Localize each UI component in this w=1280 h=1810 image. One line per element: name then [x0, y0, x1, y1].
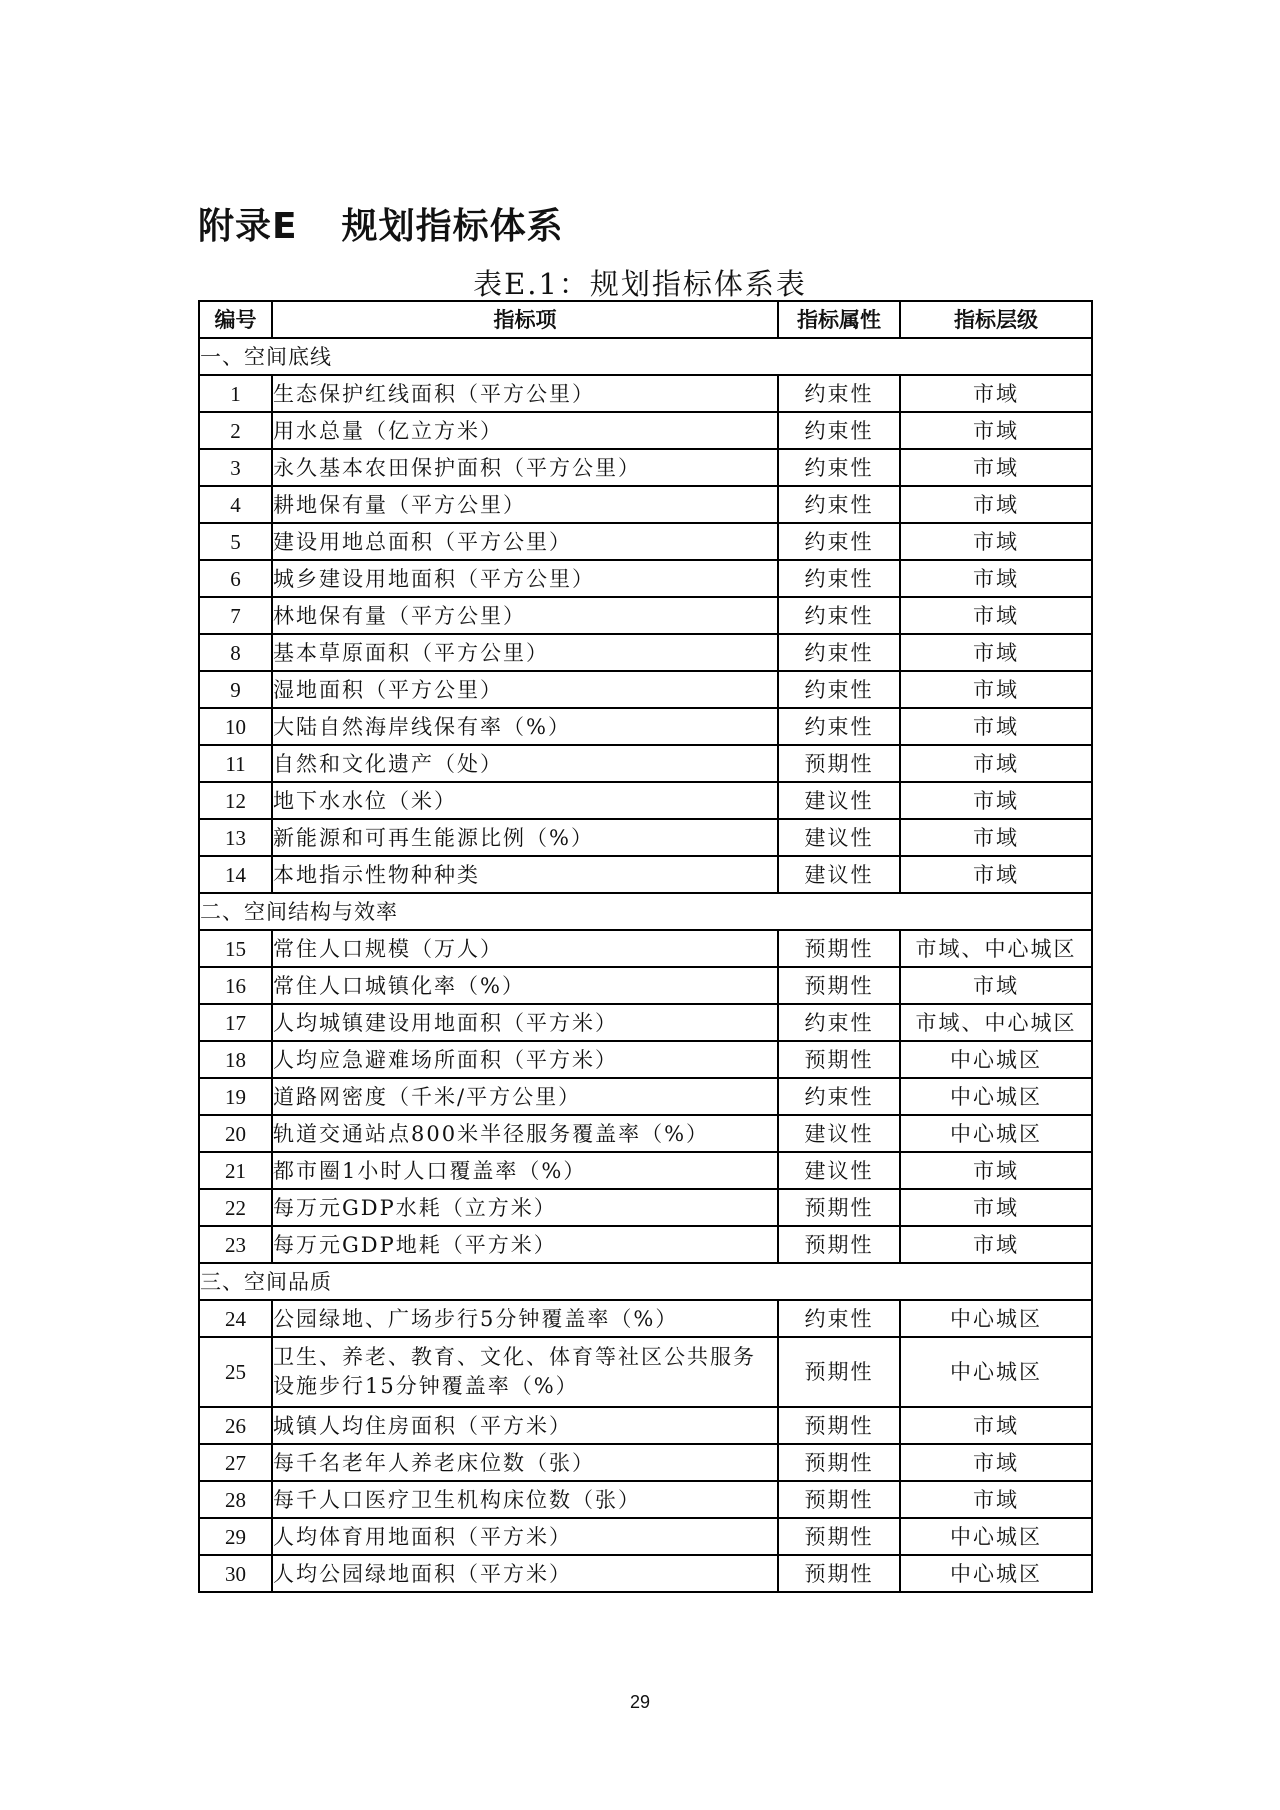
- indicator-name: 永久基本农田保护面积（平方公里）: [272, 449, 778, 486]
- table-row: [199, 1555, 1092, 1592]
- indicator-number: 1: [199, 375, 272, 412]
- indicator-name: 本地指示性物种种类: [272, 856, 778, 893]
- indicator-number: 13: [199, 819, 272, 856]
- indicator-attribute: 预期性: [778, 1444, 900, 1481]
- indicator-name: 轨道交通站点800米半径服务覆盖率（%）: [272, 1115, 778, 1152]
- indicator-attribute: 建议性: [778, 856, 900, 893]
- indicator-number: 21: [199, 1152, 272, 1189]
- indicator-number: 9: [199, 671, 272, 708]
- indicator-name: 新能源和可再生能源比例（%）: [272, 819, 778, 856]
- indicator-number: 27: [199, 1444, 272, 1481]
- indicator-name: 都市圈1小时人口覆盖率（%）: [272, 1152, 778, 1189]
- col-header-attribute: 指标属性: [778, 301, 900, 338]
- indicator-name: 人均体育用地面积（平方米）: [272, 1518, 778, 1555]
- indicator-name: 地下水水位（米）: [272, 782, 778, 819]
- table-header-row: [199, 301, 1092, 338]
- indicator-attribute: 约束性: [778, 486, 900, 523]
- indicator-number: 3: [199, 449, 272, 486]
- indicator-name: 人均城镇建设用地面积（平方米）: [272, 1004, 778, 1041]
- table-row: [199, 412, 1092, 449]
- table-row: [199, 1407, 1092, 1444]
- indicator-level: 市域: [900, 597, 1092, 634]
- indicator-number: 10: [199, 708, 272, 745]
- indicator-number: 26: [199, 1407, 272, 1444]
- indicator-number: 22: [199, 1189, 272, 1226]
- indicator-level: 中心城区: [900, 1041, 1092, 1078]
- indicator-name: 建设用地总面积（平方公里）: [272, 523, 778, 560]
- indicator-level: 市域: [900, 708, 1092, 745]
- indicator-number: 25: [199, 1337, 272, 1407]
- indicator-name: 湿地面积（平方公里）: [272, 671, 778, 708]
- table-row: [199, 449, 1092, 486]
- section-row: [199, 893, 1092, 930]
- table-row: [199, 1004, 1092, 1041]
- indicator-level: 市域、中心城区: [900, 930, 1092, 967]
- indicator-level: 市域: [900, 745, 1092, 782]
- indicator-name: 自然和文化遗产（处）: [272, 745, 778, 782]
- indicator-level: 市域: [900, 523, 1092, 560]
- indicator-name: 耕地保有量（平方公里）: [272, 486, 778, 523]
- indicator-attribute: 建议性: [778, 1152, 900, 1189]
- indicator-attribute: 预期性: [778, 1555, 900, 1592]
- section-title: 二、空间结构与效率: [199, 893, 1092, 930]
- indicator-name: 道路网密度（千米/平方公里）: [272, 1078, 778, 1115]
- indicator-table: [198, 300, 1093, 1593]
- indicator-attribute: 约束性: [778, 1078, 900, 1115]
- section-title: 一、空间底线: [199, 338, 1092, 375]
- indicator-attribute: 预期性: [778, 1337, 900, 1407]
- indicator-level: 中心城区: [900, 1518, 1092, 1555]
- table-row: [199, 1337, 1092, 1407]
- indicator-level: 中心城区: [900, 1078, 1092, 1115]
- indicator-number: 11: [199, 745, 272, 782]
- col-header-indicator: 指标项: [272, 301, 778, 338]
- table-row: [199, 1189, 1092, 1226]
- indicator-attribute: 约束性: [778, 375, 900, 412]
- indicator-name: 用水总量（亿立方米）: [272, 412, 778, 449]
- indicator-level: 市域、中心城区: [900, 1004, 1092, 1041]
- indicator-attribute: 预期性: [778, 1518, 900, 1555]
- indicator-level: 市域: [900, 634, 1092, 671]
- indicator-number: 6: [199, 560, 272, 597]
- indicator-name: 基本草原面积（平方公里）: [272, 634, 778, 671]
- col-header-number: 编号: [199, 301, 272, 338]
- indicator-attribute: 预期性: [778, 930, 900, 967]
- table-row: [199, 1041, 1092, 1078]
- indicator-attribute: 约束性: [778, 634, 900, 671]
- indicator-level: 市域: [900, 486, 1092, 523]
- indicator-name: 常住人口规模（万人）: [272, 930, 778, 967]
- table-row: [199, 671, 1092, 708]
- table-row: [199, 745, 1092, 782]
- indicator-name: 每千名老年人养老床位数（张）: [272, 1444, 778, 1481]
- table-caption: 表E.1：规划指标体系表: [473, 267, 807, 301]
- indicator-number: 16: [199, 967, 272, 1004]
- indicator-number: 12: [199, 782, 272, 819]
- table-row: [199, 1115, 1092, 1152]
- appendix-label: 附录E: [198, 206, 298, 247]
- table-row: [199, 930, 1092, 967]
- indicator-level: 中心城区: [900, 1115, 1092, 1152]
- indicator-number: 23: [199, 1226, 272, 1263]
- indicator-name: 人均公园绿地面积（平方米）: [272, 1555, 778, 1592]
- indicator-level: 市域: [900, 782, 1092, 819]
- indicator-attribute: 预期性: [778, 1481, 900, 1518]
- indicator-name: 林地保有量（平方公里）: [272, 597, 778, 634]
- indicator-number: 15: [199, 930, 272, 967]
- section-row: [199, 1263, 1092, 1300]
- indicator-level: 中心城区: [900, 1337, 1092, 1407]
- indicator-name: 每千人口医疗卫生机构床位数（张）: [272, 1481, 778, 1518]
- indicator-attribute: 约束性: [778, 1004, 900, 1041]
- table-body: [199, 338, 1092, 1592]
- indicator-name: 卫生、养老、教育、文化、体育等社区公共服务设施步行15分钟覆盖率（%）: [272, 1337, 778, 1407]
- indicator-attribute: 建议性: [778, 1115, 900, 1152]
- table-row: [199, 1078, 1092, 1115]
- indicator-level: 市域: [900, 819, 1092, 856]
- table-row: [199, 782, 1092, 819]
- page-number: 29: [629, 1692, 651, 1712]
- indicator-number: 17: [199, 1004, 272, 1041]
- indicator-level: 市域: [900, 671, 1092, 708]
- indicator-attribute: 预期性: [778, 1041, 900, 1078]
- table-row: [199, 1152, 1092, 1189]
- indicator-level: 中心城区: [900, 1300, 1092, 1337]
- table-row: [199, 1518, 1092, 1555]
- table-row: [199, 1444, 1092, 1481]
- table-row: [199, 523, 1092, 560]
- indicator-name: 大陆自然海岸线保有率（%）: [272, 708, 778, 745]
- table-row: [199, 967, 1092, 1004]
- indicator-number: 5: [199, 523, 272, 560]
- indicator-attribute: 建议性: [778, 819, 900, 856]
- indicator-level: 中心城区: [900, 1555, 1092, 1592]
- indicator-attribute: 预期性: [778, 1407, 900, 1444]
- indicator-number: 30: [199, 1555, 272, 1592]
- indicator-level: 市域: [900, 449, 1092, 486]
- table-row: [199, 856, 1092, 893]
- indicator-number: 18: [199, 1041, 272, 1078]
- indicator-attribute: 预期性: [778, 967, 900, 1004]
- indicator-level: 市域: [900, 1481, 1092, 1518]
- indicator-attribute: 约束性: [778, 449, 900, 486]
- page-heading: [198, 198, 564, 249]
- indicator-level: 市域: [900, 1407, 1092, 1444]
- indicator-attribute: 约束性: [778, 523, 900, 560]
- indicator-attribute: 约束性: [778, 1300, 900, 1337]
- indicator-attribute: 约束性: [778, 597, 900, 634]
- indicator-level: 市域: [900, 967, 1092, 1004]
- indicator-attribute: 约束性: [778, 412, 900, 449]
- table-row: [199, 597, 1092, 634]
- indicator-level: 市域: [900, 1444, 1092, 1481]
- indicator-name: 每万元GDP水耗（立方米）: [272, 1189, 778, 1226]
- table-row: [199, 1226, 1092, 1263]
- indicator-level: 市域: [900, 560, 1092, 597]
- indicator-attribute: 预期性: [778, 745, 900, 782]
- col-header-level: 指标层级: [900, 301, 1092, 338]
- indicator-number: 2: [199, 412, 272, 449]
- indicator-number: 28: [199, 1481, 272, 1518]
- indicator-name: 生态保护红线面积（平方公里）: [272, 375, 778, 412]
- table-row: [199, 1300, 1092, 1337]
- indicator-level: 市域: [900, 856, 1092, 893]
- appendix-title: 规划指标体系: [341, 206, 564, 247]
- indicator-number: 8: [199, 634, 272, 671]
- indicator-number: 20: [199, 1115, 272, 1152]
- indicator-name: 每万元GDP地耗（平方米）: [272, 1226, 778, 1263]
- indicator-level: 市域: [900, 1189, 1092, 1226]
- table-row: [199, 634, 1092, 671]
- table-row: [199, 708, 1092, 745]
- indicator-attribute: 预期性: [778, 1226, 900, 1263]
- table-row: [199, 1481, 1092, 1518]
- indicator-attribute: 建议性: [778, 782, 900, 819]
- table-row: [199, 819, 1092, 856]
- indicator-number: 4: [199, 486, 272, 523]
- indicator-name: 公园绿地、广场步行5分钟覆盖率（%）: [272, 1300, 778, 1337]
- indicator-attribute: 约束性: [778, 708, 900, 745]
- table-row: [199, 486, 1092, 523]
- section-title: 三、空间品质: [199, 1263, 1092, 1300]
- indicator-attribute: 预期性: [778, 1189, 900, 1226]
- indicator-name: 城镇人均住房面积（平方米）: [272, 1407, 778, 1444]
- indicator-attribute: 约束性: [778, 671, 900, 708]
- indicator-name: 人均应急避难场所面积（平方米）: [272, 1041, 778, 1078]
- indicator-number: 29: [199, 1518, 272, 1555]
- table-row: [199, 375, 1092, 412]
- indicator-level: 市域: [900, 412, 1092, 449]
- indicator-number: 7: [199, 597, 272, 634]
- indicator-number: 19: [199, 1078, 272, 1115]
- indicator-level: 市域: [900, 1226, 1092, 1263]
- indicator-name: 城乡建设用地面积（平方公里）: [272, 560, 778, 597]
- section-row: [199, 338, 1092, 375]
- indicator-number: 14: [199, 856, 272, 893]
- indicator-number: 24: [199, 1300, 272, 1337]
- indicator-attribute: 约束性: [778, 560, 900, 597]
- table-row: [199, 560, 1092, 597]
- indicator-level: 市域: [900, 1152, 1092, 1189]
- indicator-name: 常住人口城镇化率（%）: [272, 967, 778, 1004]
- indicator-level: 市域: [900, 375, 1092, 412]
